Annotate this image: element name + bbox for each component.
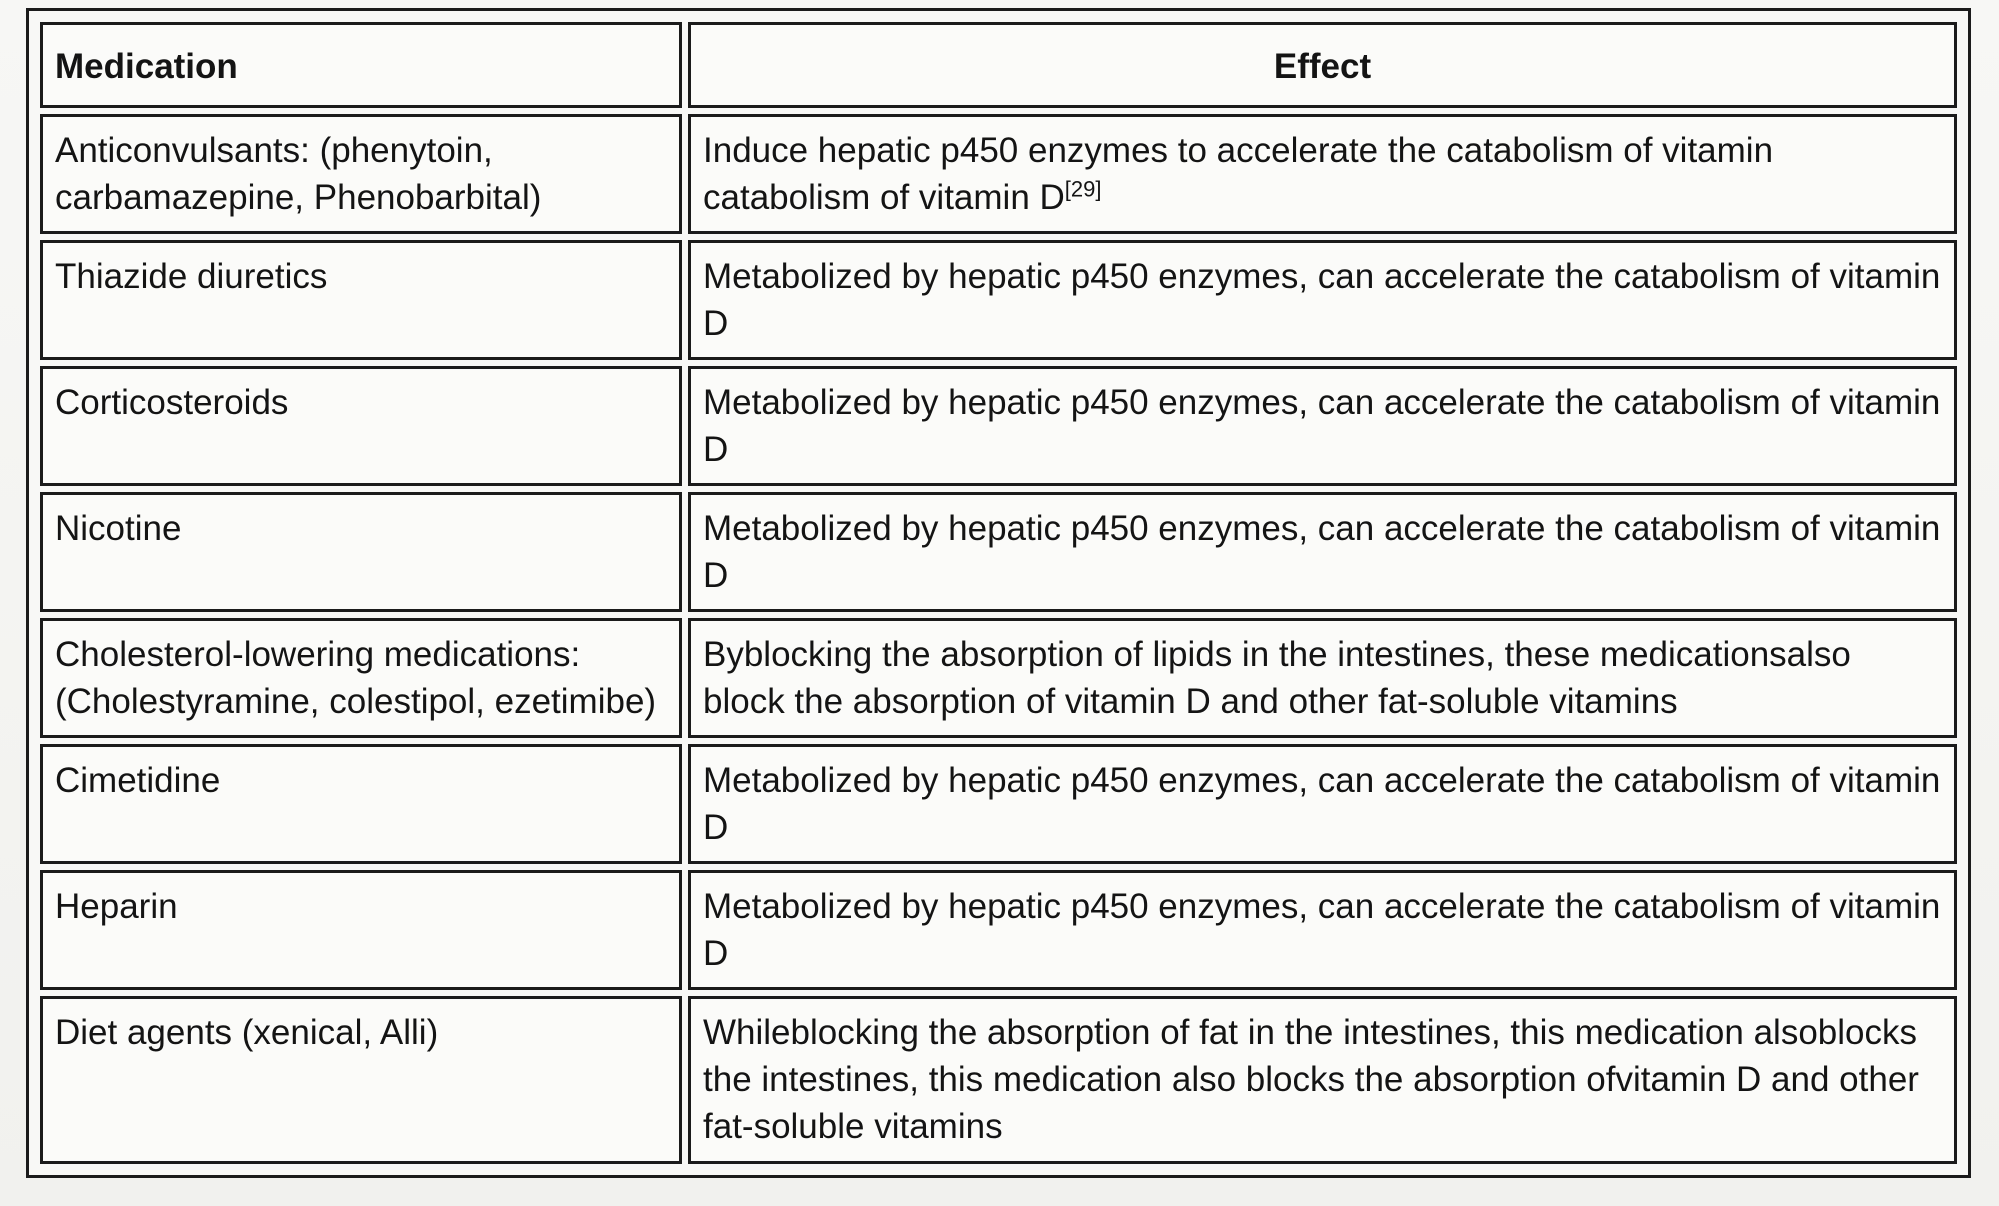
- table-row: [40, 114, 1957, 234]
- effect-cell: Whileblocking the absorption of fat in the intestines, this medication alsoblocks the intestines, this medication also blocks the absorption ofvitamin D and other fat-soluble vitamins: [688, 996, 1957, 1164]
- citation-ref: [29]: [1064, 176, 1102, 202]
- table-row: [40, 366, 1957, 486]
- table-row: [40, 240, 1957, 360]
- medication-cell: Corticosteroids: [40, 366, 682, 486]
- effect-cell: Metabolized by hepatic p450 enzymes, can accelerate the catabolism of vitamin D: [688, 366, 1957, 486]
- medication-cell: Nicotine: [40, 492, 682, 612]
- medication-cell: Thiazide diuretics: [40, 240, 682, 360]
- table-row: [40, 744, 1957, 864]
- table-row: [40, 618, 1957, 738]
- medication-cell: Cimetidine: [40, 744, 682, 864]
- table-frame: [26, 8, 1971, 1178]
- medication-cell: Heparin: [40, 870, 682, 990]
- effect-text: Induce hepatic p450 enzymes to accelerate the catabolism of vitamin catabolism of vitamin D: [703, 131, 1774, 217]
- table-row: [40, 996, 1957, 1164]
- medication-cell: Anticonvulsants: (phenytoin, carbamazepine, Phenobarbital): [40, 114, 682, 234]
- effect-cell: Metabolized by hepatic p450 enzymes, can accelerate the catabolism of vitamin D: [688, 870, 1957, 990]
- header-medication: Medication: [40, 22, 682, 108]
- header-effect: Effect: [688, 22, 1957, 108]
- medication-cell: Cholesterol-lowering medications: (Cholestyramine, colestipol, ezetimibe): [40, 618, 682, 738]
- effect-cell: Metabolized by hepatic p450 enzymes, can accelerate the catabolism of vitamin D: [688, 744, 1957, 864]
- table-row: [40, 870, 1957, 990]
- table-row: [40, 492, 1957, 612]
- header-row: [40, 22, 1957, 108]
- effect-cell: Byblocking the absorption of lipids in the intestines, these medicationsalso block the absorption of vitamin D and other fat-soluble vitamins: [688, 618, 1957, 738]
- effect-cell: [688, 114, 1957, 234]
- medication-effects-table: [34, 16, 1963, 1170]
- effect-cell: Metabolized by hepatic p450 enzymes, can accelerate the catabolism of vitamin D: [688, 492, 1957, 612]
- effect-cell: Metabolized by hepatic p450 enzymes, can accelerate the catabolism of vitamin D: [688, 240, 1957, 360]
- medication-cell: Diet agents (xenical, Alli): [40, 996, 682, 1164]
